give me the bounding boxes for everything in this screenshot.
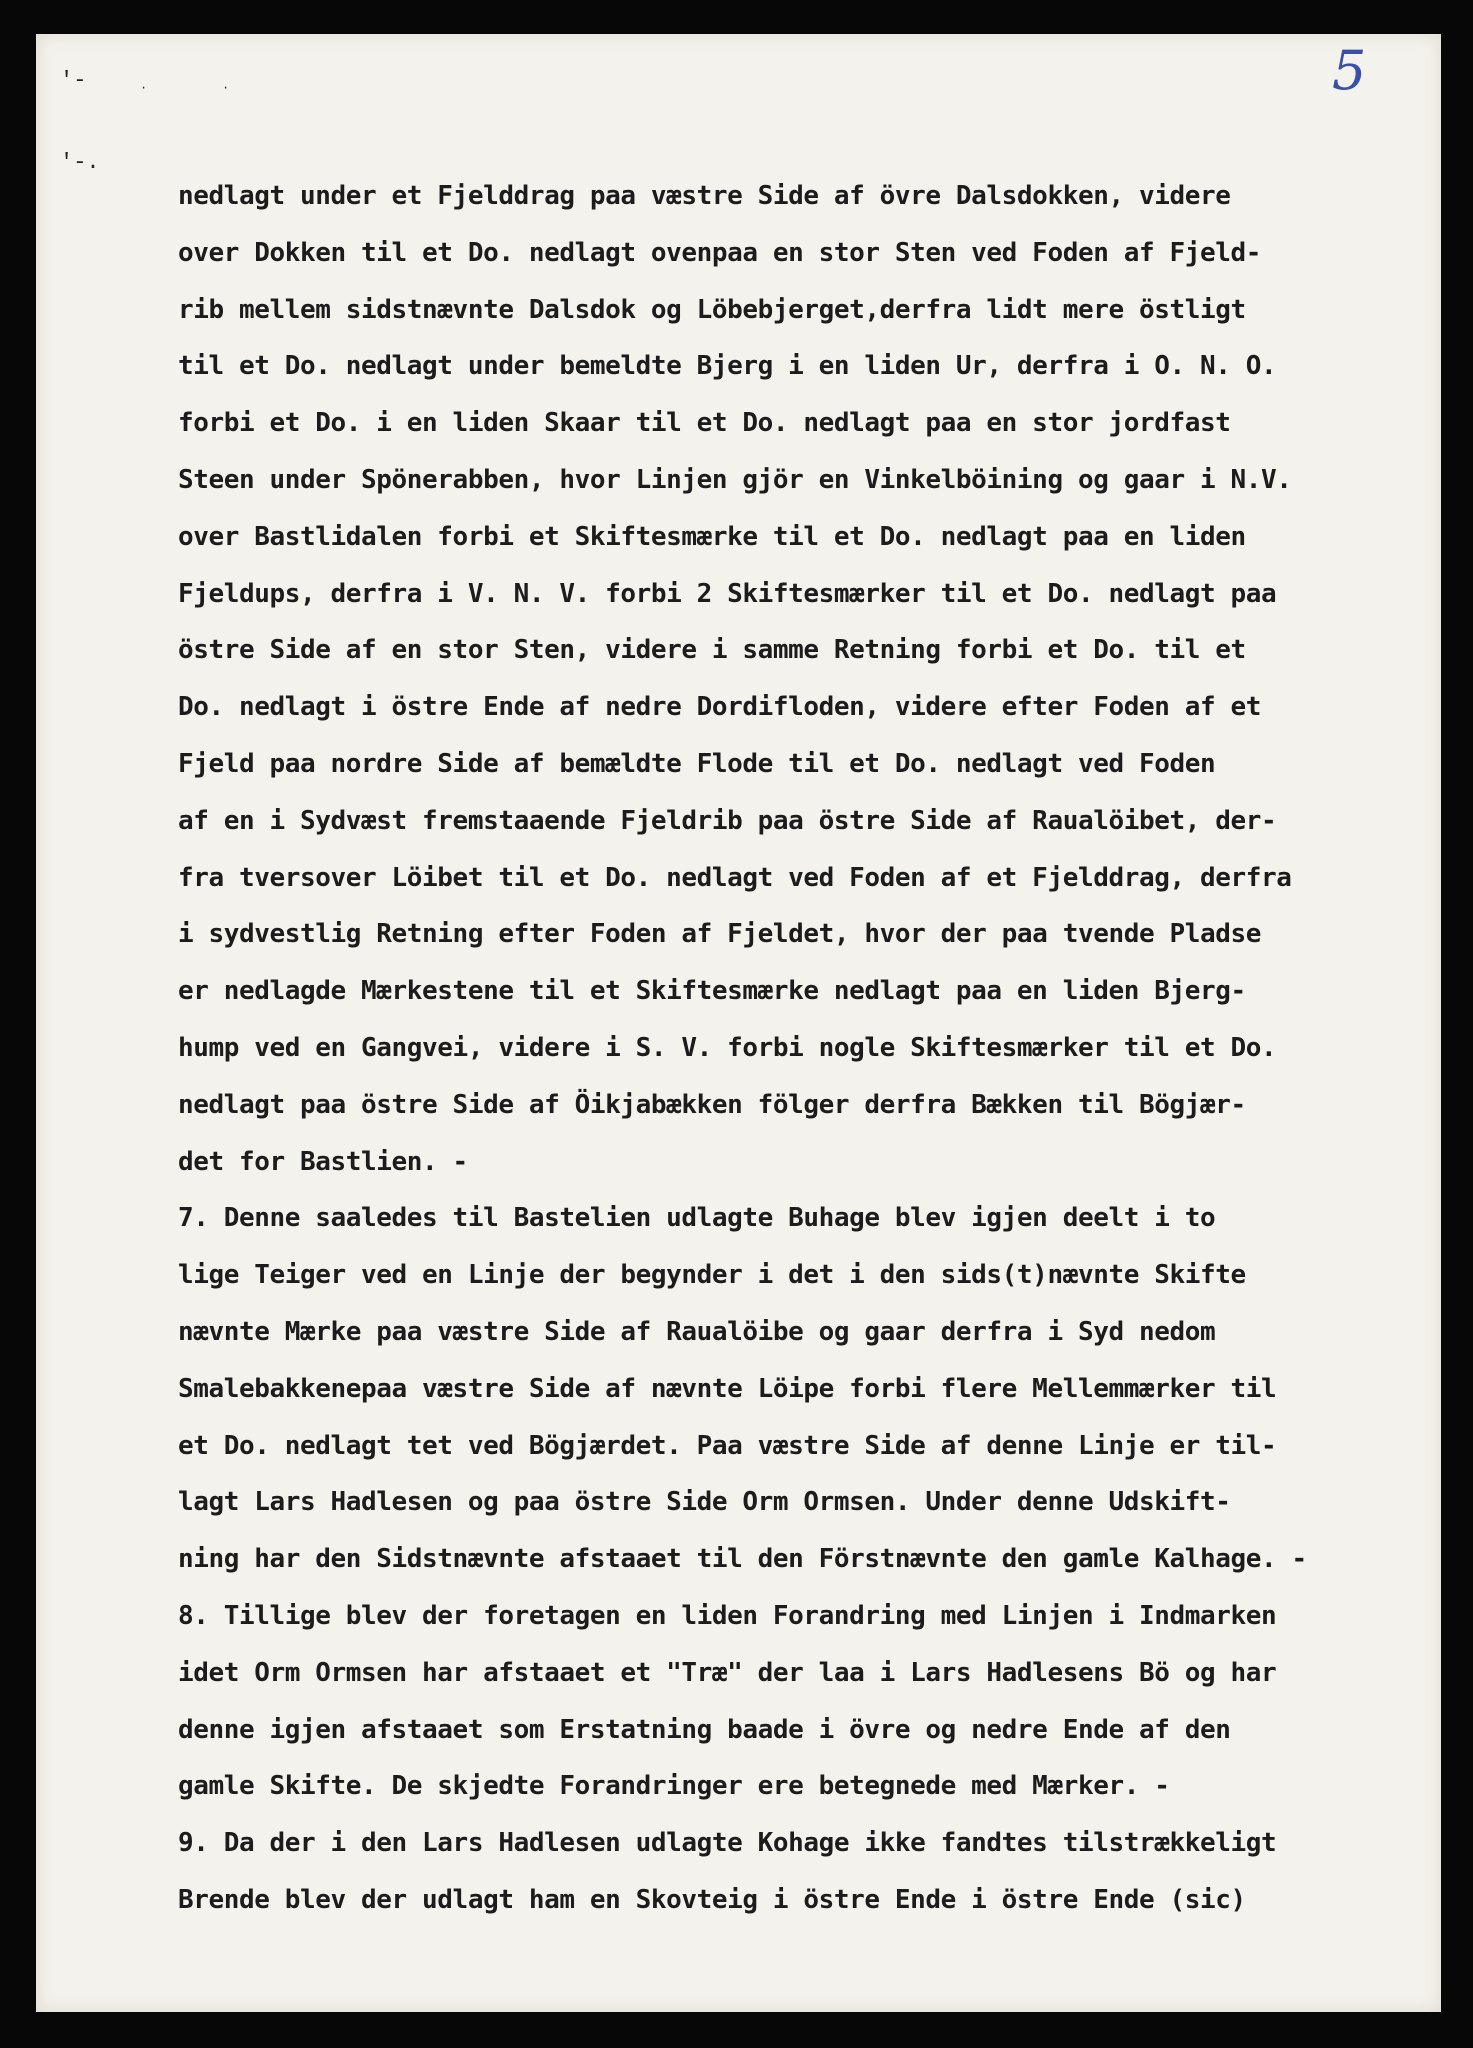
text-line: lige Teiger ved en Linje der begynder i det i den sids(t)nævnte Skifte	[178, 1260, 1246, 1291]
margin-mark-decoration: ·	[140, 81, 148, 95]
text-line: denne igjen afstaaet som Erstatning baade i övre og nedre Ende af den	[178, 1714, 1231, 1745]
text-line: idet Orm Ormsen har afstaaet et "Træ" der laa i Lars Hadlesens Bö og har	[178, 1657, 1277, 1688]
text-line: Steen under Spönerabben, hvor Linjen gjör en Vinkelböining og gaar i N.V.	[178, 464, 1292, 495]
text-line: nedlagt under et Fjelddrag paa væstre Side af övre Dalsdokken, videre	[178, 181, 1231, 211]
margin-mark-decoration: '‐	[60, 68, 87, 93]
text-line: ning har den Sidstnævnte afstaaet til den Förstnævnte den gamle Kalhage. -	[178, 1544, 1307, 1575]
text-line: gamle Skifte. De skjedte Forandringer ere betegnede med Mærker. -	[178, 1771, 1170, 1802]
text-line: Brende blev der udlagt ham en Skovteig i östre Ende i östre Ende (sic)	[178, 1884, 1246, 1915]
text-line: nævnte Mærke paa væstre Side af Raualöibe og gaar derfra i Syd nedom	[178, 1316, 1216, 1347]
text-line: lagt Lars Hadlesen og paa östre Side Orm Ormsen. Under denne Udskift-	[178, 1487, 1231, 1518]
text-line: hump ved en Gangvei, videre i S. V. forbi nogle Skiftesmærker til et Do.	[178, 1032, 1277, 1063]
text-line: Do. nedlagt i östre Ende af nedre Dordifloden, videre efter Foden af et	[178, 692, 1261, 723]
text-line: over Dokken til et Do. nedlagt ovenpaa en stor Sten ved Foden af Fjeld-	[178, 237, 1261, 268]
text-line: östre Side af en stor Sten, videre i samme Retning forbi et Do. til et	[178, 635, 1246, 666]
text-line: nedlagt paa östre Side af Öikjabækken fölger derfra Bækken til Bögjær-	[178, 1089, 1246, 1120]
text-line: forbi et Do. i en liden Skaar til et Do. nedlagt paa en stor jordfast	[178, 408, 1231, 439]
text-line: af en i Sydvæst fremstaaende Fjeldrib paa östre Side af Raualöibet, der-	[178, 805, 1277, 836]
text-line: over Bastlidalen forbi et Skiftesmærke til et Do. nedlagt paa en liden	[178, 521, 1246, 552]
margin-mark-decoration: ·	[222, 81, 230, 95]
document-body	[178, 168, 1428, 1929]
text-line: det for Bastlien. -	[178, 1146, 468, 1177]
page-number: 5	[1332, 39, 1367, 102]
section-7-line: 7. Denne saaledes til Bastelien udlagte Buhage blev igjen deelt i to	[178, 1203, 1216, 1234]
text-line: et Do. nedlagt tet ved Bögjærdet. Paa væstre Side af denne Linje er til-	[178, 1430, 1277, 1461]
text-line: er nedlagde Mærkestene til et Skiftesmærke nedlagt paa en liden Bjerg-	[178, 976, 1246, 1007]
section-9-line: 9. Da der i den Lars Hadlesen udlagte Kohage ikke fandtes tilstrækkeligt	[178, 1828, 1277, 1859]
text-line: Smalebakkenepaa væstre Side af nævnte Löipe forbi flere Mellemmærker til	[178, 1373, 1277, 1404]
text-line: fra tversover Löibet til et Do. nedlagt ved Foden af et Fjelddrag, derfra	[178, 862, 1292, 893]
margin-mark-decoration: '‐.	[60, 150, 100, 175]
text-line: til et Do. nedlagt under bemeldte Bjerg i en liden Ur, derfra i O. N. O.	[178, 351, 1277, 382]
text-line: Fjeldups, derfra i V. N. V. forbi 2 Skiftesmærker til et Do. nedlagt paa	[178, 578, 1277, 609]
section-8-line: 8. Tillige blev der foretagen en liden Forandring med Linjen i Indmarken	[178, 1600, 1277, 1631]
text-line: i sydvestlig Retning efter Foden af Fjeldet, hvor der paa tvende Pladse	[178, 919, 1261, 950]
text-line: rib mellem sidstnævnte Dalsdok og Löbebjerget,derfra lidt mere östligt	[178, 294, 1246, 325]
text-line: Fjeld paa nordre Side af bemældte Flode til et Do. nedlagt ved Foden	[178, 748, 1216, 779]
